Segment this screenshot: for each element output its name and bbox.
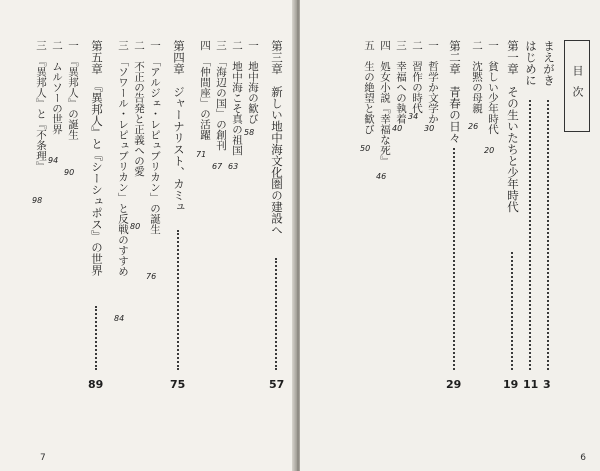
ch2-item-4-page: 46 — [376, 172, 387, 181]
ch3-item-4: 四 「仲間座」の活躍 — [199, 40, 211, 140]
ch2-item-2-page: 34 — [408, 112, 419, 121]
chapter-5-heading: 第五章 『異邦人』と『シーシュポス』の世界 — [90, 40, 104, 276]
ch3-item-3: 三 「海辺の国」の創刊 — [215, 40, 227, 151]
ch5-item-1: 一 『異邦人』の誕生 — [67, 40, 79, 140]
ch2-item-3: 三 幸福への執着 — [395, 40, 407, 124]
ch1-item-2: 二 沈黙の母親 — [471, 40, 483, 114]
ch2-item-1-page: 30 — [424, 124, 435, 133]
chapter-5-page: 89 — [88, 378, 104, 391]
contents-header: 目次 — [564, 40, 590, 132]
ch4-item-1-page: 76 — [146, 272, 157, 281]
ch1-item-2-page: 26 — [468, 122, 479, 131]
page-number-left: 7 — [40, 453, 46, 463]
ch5-item-2-page: 94 — [48, 156, 59, 165]
right-page — [300, 0, 600, 471]
chapter-3-page: 57 — [269, 378, 285, 391]
ch1-item-1: 一 貧しい少年時代 — [487, 40, 499, 135]
leader-dots — [275, 258, 279, 370]
leader-dots — [529, 100, 533, 370]
left-page — [0, 0, 296, 471]
chapter-1-page: 19 — [503, 378, 519, 391]
ch5-item-2: 二 ムルソーの世界 — [51, 40, 63, 135]
leader-dots — [547, 100, 551, 370]
ch3-item-2: 二 地中海こそ真の祖国 — [231, 40, 243, 156]
ch2-item-4: 四 処女小説『幸福な死』 — [379, 40, 391, 166]
ch2-item-2: 二 習作の時代 — [411, 40, 423, 114]
chapter-2-page: 29 — [446, 378, 462, 391]
intro-page: 11 — [523, 378, 539, 391]
chapter-3-heading: 第三章 新しい地中海文化圏の建設へ — [270, 40, 284, 236]
page-number-right: 6 — [580, 453, 586, 463]
ch4-item-2-page: 80 — [130, 222, 141, 231]
ch2-item-1: 一 哲学か文学か — [427, 40, 439, 124]
ch3-item-3-page: 67 — [212, 162, 223, 171]
ch4-item-3: 三 「ソワール・レピュブリカン」と反戦のすすめ — [117, 40, 129, 277]
ch3-item-1-page: 58 — [244, 128, 255, 137]
preface-page: 3 — [543, 378, 551, 391]
leader-dots — [511, 252, 515, 370]
leader-dots — [177, 230, 181, 370]
preface-heading: まえがき — [542, 40, 556, 86]
ch2-item-3-page: 40 — [392, 124, 403, 133]
ch1-item-1-page: 20 — [484, 146, 495, 155]
ch5-item-1-page: 90 — [64, 168, 75, 177]
leader-dots — [95, 306, 99, 370]
ch5-item-3: 三 『異邦人』と『不条理』 — [35, 40, 47, 172]
chapter-4-page: 75 — [170, 378, 186, 391]
ch3-item-1: 一 地中海の歓び — [247, 40, 259, 124]
chapter-4-heading: 第四章 ジャーナリスト、カミュ — [172, 40, 186, 213]
ch4-item-1: 一 「アルジェ・レピュブリカン」の誕生 — [149, 40, 161, 235]
chapter-1-heading: 第一章 その生いたちと少年時代 — [506, 40, 520, 213]
ch3-item-4-page: 71 — [196, 150, 207, 159]
ch2-item-5-page: 50 — [360, 144, 371, 153]
chapter-2-heading: 第二章 青春の日々 — [448, 40, 462, 144]
ch4-item-2: 二 不正の告発と正義への愛 — [133, 40, 145, 177]
intro-heading: はじめに — [524, 40, 538, 86]
ch2-item-5: 五 生の絶望と歓び — [363, 40, 375, 135]
ch4-item-3-page: 84 — [114, 314, 125, 323]
leader-dots — [453, 148, 457, 370]
ch5-item-3-page: 98 — [32, 196, 43, 205]
ch3-item-2-page: 63 — [228, 162, 239, 171]
